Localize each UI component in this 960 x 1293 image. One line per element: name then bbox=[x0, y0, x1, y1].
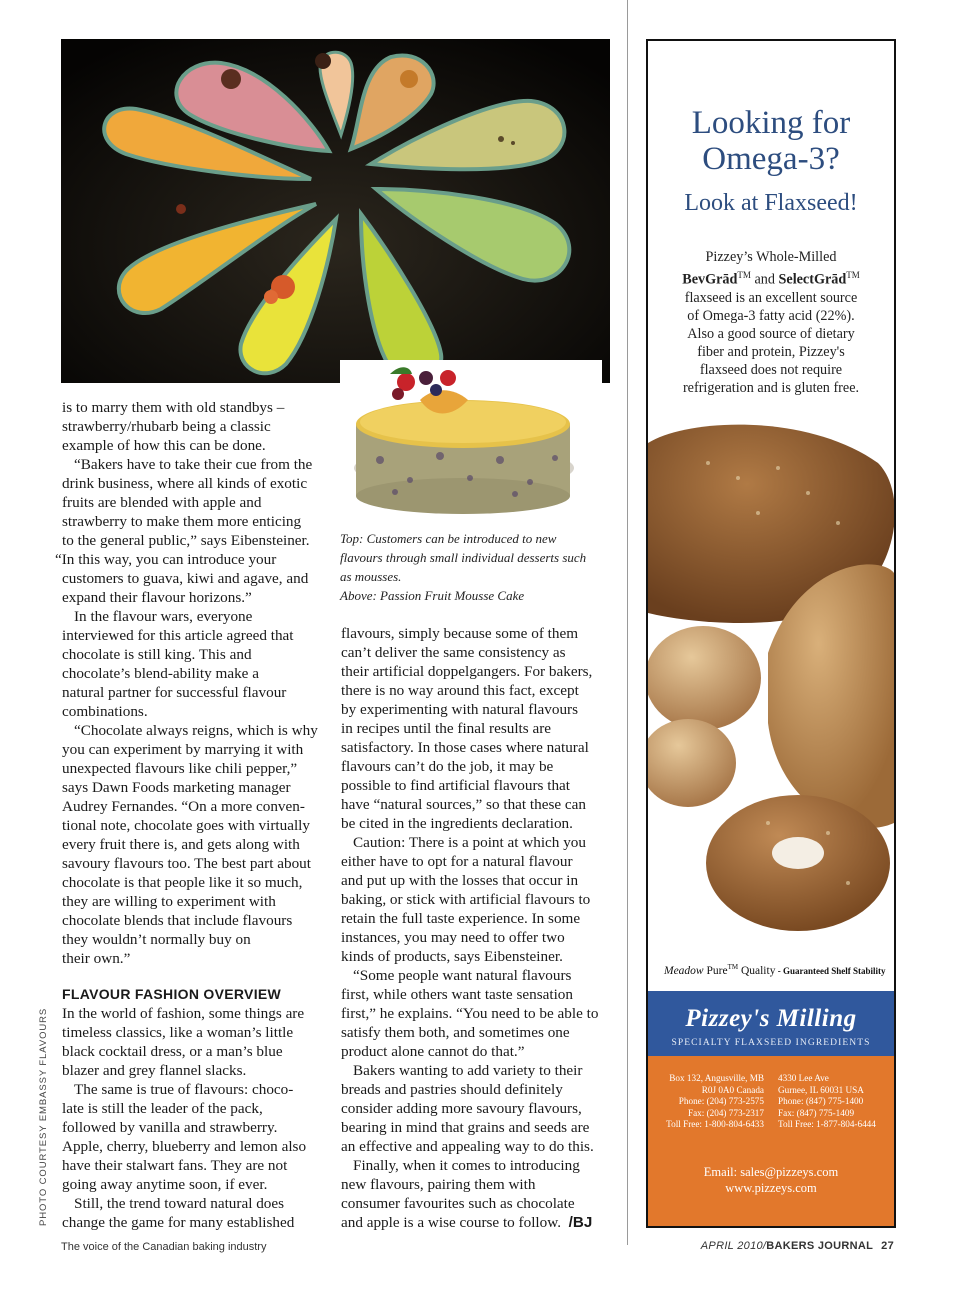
bread-photo bbox=[648, 423, 894, 963]
article-column-right bbox=[341, 624, 603, 1232]
ad-email[interactable]: Email: sales@pizzeys.com bbox=[703, 1165, 839, 1179]
page-number: 27 bbox=[881, 1240, 894, 1252]
bread-illustration bbox=[648, 423, 894, 963]
footer-tagline: The voice of the Canadian baking industry bbox=[61, 1241, 267, 1253]
article-paragraph: Bakers wanting to add variety to their breads and pastries should definitely consider adding more savoury flavours, bearing in mind that grains and seeds are an effective and appealing way to do this. bbox=[341, 1062, 594, 1155]
pizzeys-milling-logo: Pizzey's Milling bbox=[685, 1005, 857, 1032]
footer-edition: APRIL 2010 bbox=[700, 1240, 763, 1252]
article-paragraph: flavours, simply because some of them can’t deliver the same consistency as their artificial doppelgangers. For bakers, there is no way around this fact, except by experimenting with natural flavours in recipes until the final results are satisfactory. In those cases where natural flavours can’t do the job, it may be possible to find artificial flavours that have “natural sources,” so that these can be cited in the ingredients declaration. bbox=[341, 625, 593, 832]
ad-tagline: SPECIALTY FLAXSEED INGREDIENTS bbox=[671, 1038, 871, 1048]
photo-caption: Top: Customers can be introduced to new flavours through small individual desserts such as mousses. Above: Passion Fruit Mousse Cake bbox=[340, 531, 587, 603]
mousse-petals-illustration bbox=[61, 39, 610, 383]
ad-quality-line: Meadow Pure™ Quality - Guaranteed Shelf Stability bbox=[664, 963, 886, 977]
ad-website-link[interactable]: www.pizzeys.com bbox=[725, 1181, 817, 1195]
page-divider bbox=[627, 0, 628, 1245]
footer-magazine: BAKERS JOURNAL bbox=[766, 1240, 874, 1252]
flaxseed-advertisement bbox=[646, 39, 896, 1228]
article-paragraph: “Chocolate always reigns, which is why you can experiment by marrying it with unexpected flavours like chili pepper,” says Dawn Foods marketing manager Audrey Fernandes. “On a more conven- tional note, chocolate goes with virtually every fruit there is, and gets along with savoury flavours too. The best part about chocolate is that people like it so much, they are willing to experiment with chocolate blends that include flavours they wouldn’t normally buy on their own.” bbox=[62, 722, 318, 967]
article-paragraph: The same is true of flavours: choco- late is still the leader of the pack, followed by vanilla and strawberry. Apple, cherry, blueberry and lemon also have their stalwart fans. They are not going away anytime soon, if ever. bbox=[62, 1081, 307, 1193]
footer-folio: APRIL 2010/BAKERS JOURNAL 27 bbox=[700, 1240, 894, 1252]
end-mark: /BJ bbox=[568, 1214, 593, 1231]
passion-fruit-cake-photo bbox=[340, 360, 602, 520]
article-paragraph: is to marry them with old standbys – strawberry/rhubarb being a classic example of how this can be done. bbox=[62, 399, 285, 454]
ad-brand-band bbox=[648, 991, 894, 1056]
article-paragraph: In the world of fashion, some things are timeless classics, like a woman’s little black cocktail dress, or a man’s blue blazer and grey flannel slacks. bbox=[62, 1005, 305, 1079]
article-paragraph: Still, the trend toward natural does change the game for many established bbox=[62, 1195, 295, 1231]
article-column-left-top bbox=[55, 398, 330, 968]
address-usa: 4330 Lee Ave Gurnee, IL 60031 USA Phone: (847) 775-1400 Fax: (847) 775-1409 Toll Free: 1-877-804-6444 bbox=[778, 1073, 876, 1130]
ad-subheadline: Look at Flaxseed! bbox=[684, 190, 858, 216]
article-paragraph: Caution: There is a point at which you either have to opt for a natural flavour and put up with the losses that occur in baking, or stick with artificial flavours to retain the full taste experience. In some instances, you may need to offer two kinds of products, says Eibensteiner. bbox=[341, 834, 591, 965]
article-paragraph: “Some people want natural flavours first, while others want taste sensation first,” he explains. “You need to be able to satisfy them both, and sometimes one product alone cannot do that.” bbox=[341, 967, 599, 1060]
photo-credit: PHOTO COURTESY EMBASSY FLAVOURS bbox=[38, 1007, 49, 1226]
ad-contact-panel bbox=[648, 1056, 894, 1226]
address-canada: Box 132, Angusville, MB R0J 0A0 Canada Phone: (204) 773-2575 Fax: (204) 773-2317 Toll Free: 1-800-804-6433 bbox=[666, 1073, 764, 1130]
article-column-left-bottom bbox=[62, 985, 330, 1232]
article-paragraph: “Bakers have to take their cue from the drink business, where all kinds of exotic fruits are blended with apple and strawberry to make them more enticing to the general public,” says Eibensteiner. “In this way, you can introduce your customers to guava, kiwi and agave, and expand their flavour horizons.” bbox=[55, 456, 313, 606]
ad-body-copy: Pizzey’s Whole-Milled BevGrād™ and SelectGrād™ flaxseed is an excellent source of Omega-3 fatty acid (22%). Also a good source of dietary fiber and protein, Pizzey's flaxseed does not require refrigeration and is gluten free. bbox=[682, 249, 860, 396]
ad-contact-info bbox=[648, 1164, 894, 1196]
ad-headline: Looking for Omega-3? bbox=[691, 105, 851, 177]
mousse-petals-photo bbox=[61, 39, 610, 383]
article-paragraph: In the flavour wars, everyone interviewed for this article agreed that chocolate is still king. This and chocolate’s blend-ability make a natural partner for successful flavour combinations. bbox=[62, 608, 294, 720]
section-subhead: FLAVOUR FASHION OVERVIEW bbox=[62, 986, 282, 1002]
cake-illustration bbox=[340, 360, 602, 520]
article-paragraph: Finally, when it comes to introducing new flavours, pairing them with consumer favourites such as chocolate and apple is a wise course to follow. /BJ bbox=[341, 1157, 593, 1231]
